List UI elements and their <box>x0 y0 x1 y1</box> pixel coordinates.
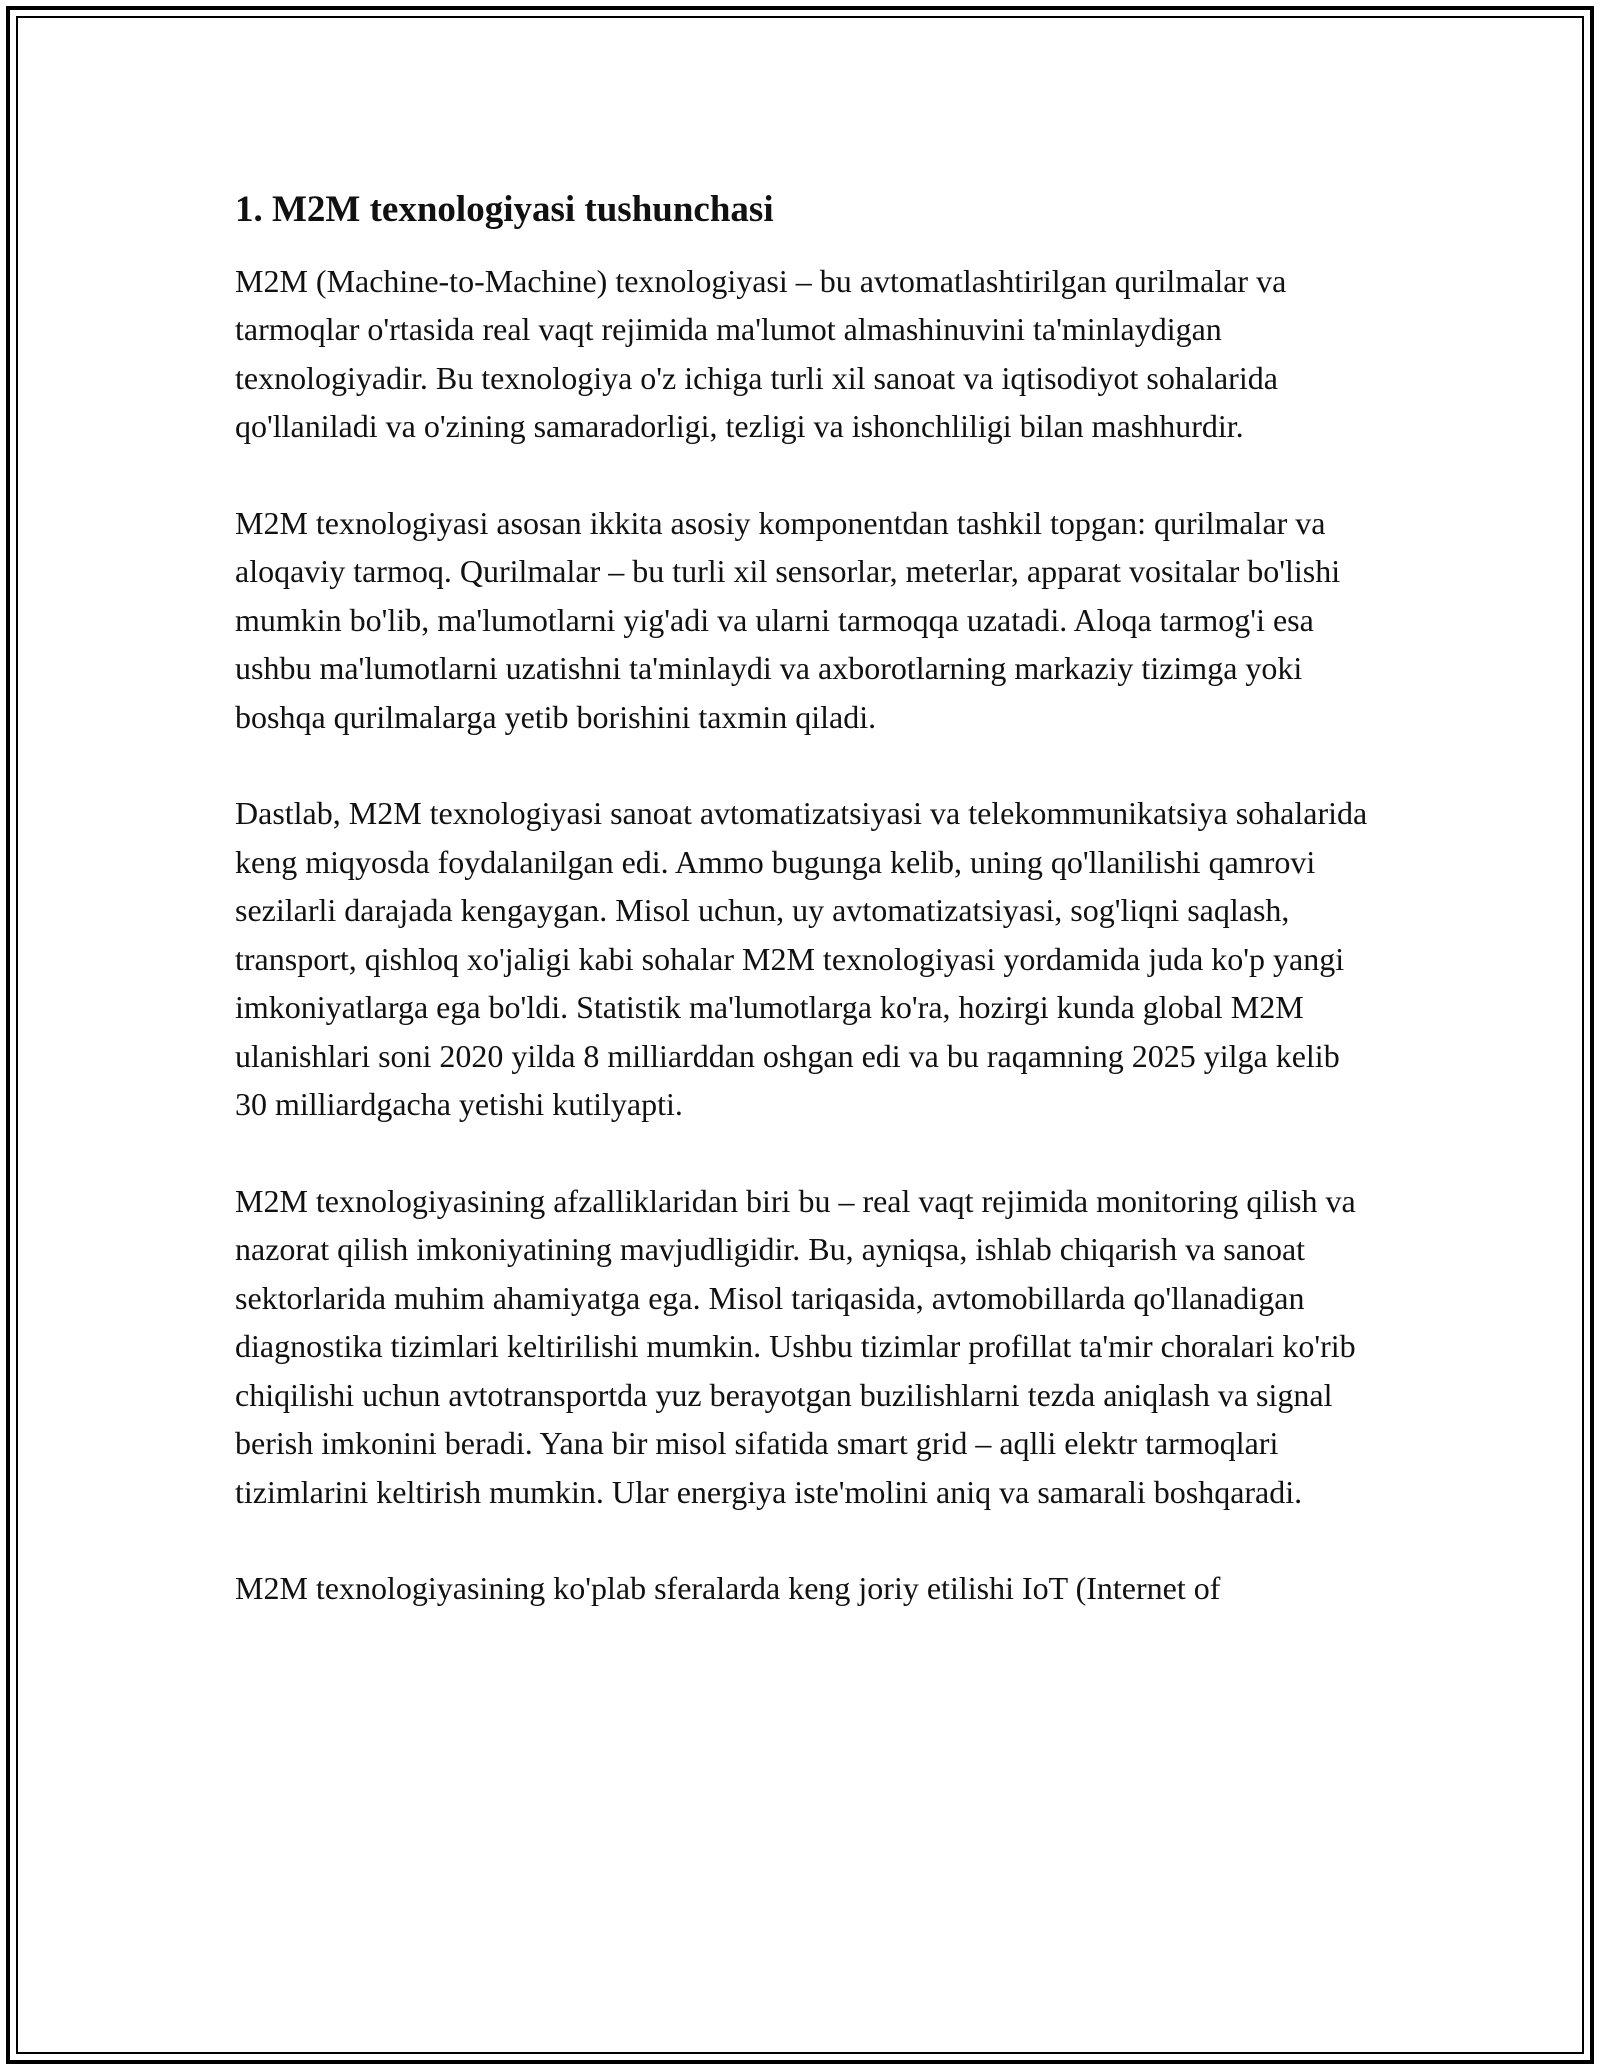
paragraph: Dastlab, M2M texnologiyasi sanoat avtomatizatsiyasi va telekommunikatsiya sohalarida keng miqyosda foydalanilgan edi. Ammo bugunga kelib, uning qo'llanilishi qamrovi sezilarli darajada kengaygan. Misol uchun, uy avtomatizatsiyasi, sog'liqni saqlash, transport, qishloq xo'jaligi kabi sohalar M2M texnologiyasi yordamida juda ko'p yangi imkoniyatlarga ega bo'ldi. Statistik ma'lumotlarga ko'ra, hozirgi kunda global M2M ulanishlari soni 2020 yilda 8 milliarddan oshgan edi va bu raqamning 2025 yilga kelib 30 milliardgacha yetishi kutilyapti. <box>235 795 1368 1123</box>
paragraph: M2M texnologiyasi asosan ikkita asosiy komponentdan tashkil topgan: qurilmalar va aloqaviy tarmoq. Qurilmalar – bu turli xil sensorlar, meterlar, apparat vositalar bo'lishi mumkin bo'lib, ma'lumotlarni yig'adi va ularni tarmoqqa uzatadi. Aloqa tarmog'i esa ushbu ma'lumotlarni uzatishni ta'minlaydi va axborotlarning markaziy tizimga yoki boshqa qurilmalarga yetib borishini taxmin qiladi. <box>235 504 1341 735</box>
document-body <box>235 185 1375 1661</box>
section-heading: 1. M2M texnologiyasi tushunchasi <box>235 189 774 230</box>
paragraph: M2M texnologiyasining afzalliklaridan biri bu – real vaqt rejimida monitoring qilish va nazorat qilish imkoniyatining mavjudligidir. Bu, ayniqsa, ishlab chiqarish va sanoat sektorlarida muhim ahamiyatga ega. Misol tariqasida, avtomobillarda qo'llanadigan diagnostika tizimlari keltirilishi mumkin. Ushbu tizimlar profillat ta'mir choralari ko'rib chiqilishi uchun avtotransportda yuz berayotgan buzilishlarni tezda aniqlash va signal berish imkonini beradi. Yana bir misol sifatida smart grid – aqlli elektr tarmoqlari tizimlarini keltirish mumkin. Ular energiya iste'molini aniq va samarali boshqaradi. <box>235 1182 1356 1510</box>
paragraph: M2M (Machine-to-Machine) texnologiyasi – bu avtomatlashtirilgan qurilmalar va tarmoqlar o'rtasida real vaqt rejimida ma'lumot almashinuvini ta'minlaydigan texnologiyadir. Bu texnologiya o'z ichiga turli xil sanoat va iqtisodiyot sohalarida qo'llaniladi va o'zining samaradorligi, tezligi va ishonchliligi bilan mashhurdir. <box>235 262 1287 445</box>
paragraph: M2M texnologiyasining ko'plab sferalarda keng joriy etilishi IoT (Internet of <box>235 1570 1221 1607</box>
